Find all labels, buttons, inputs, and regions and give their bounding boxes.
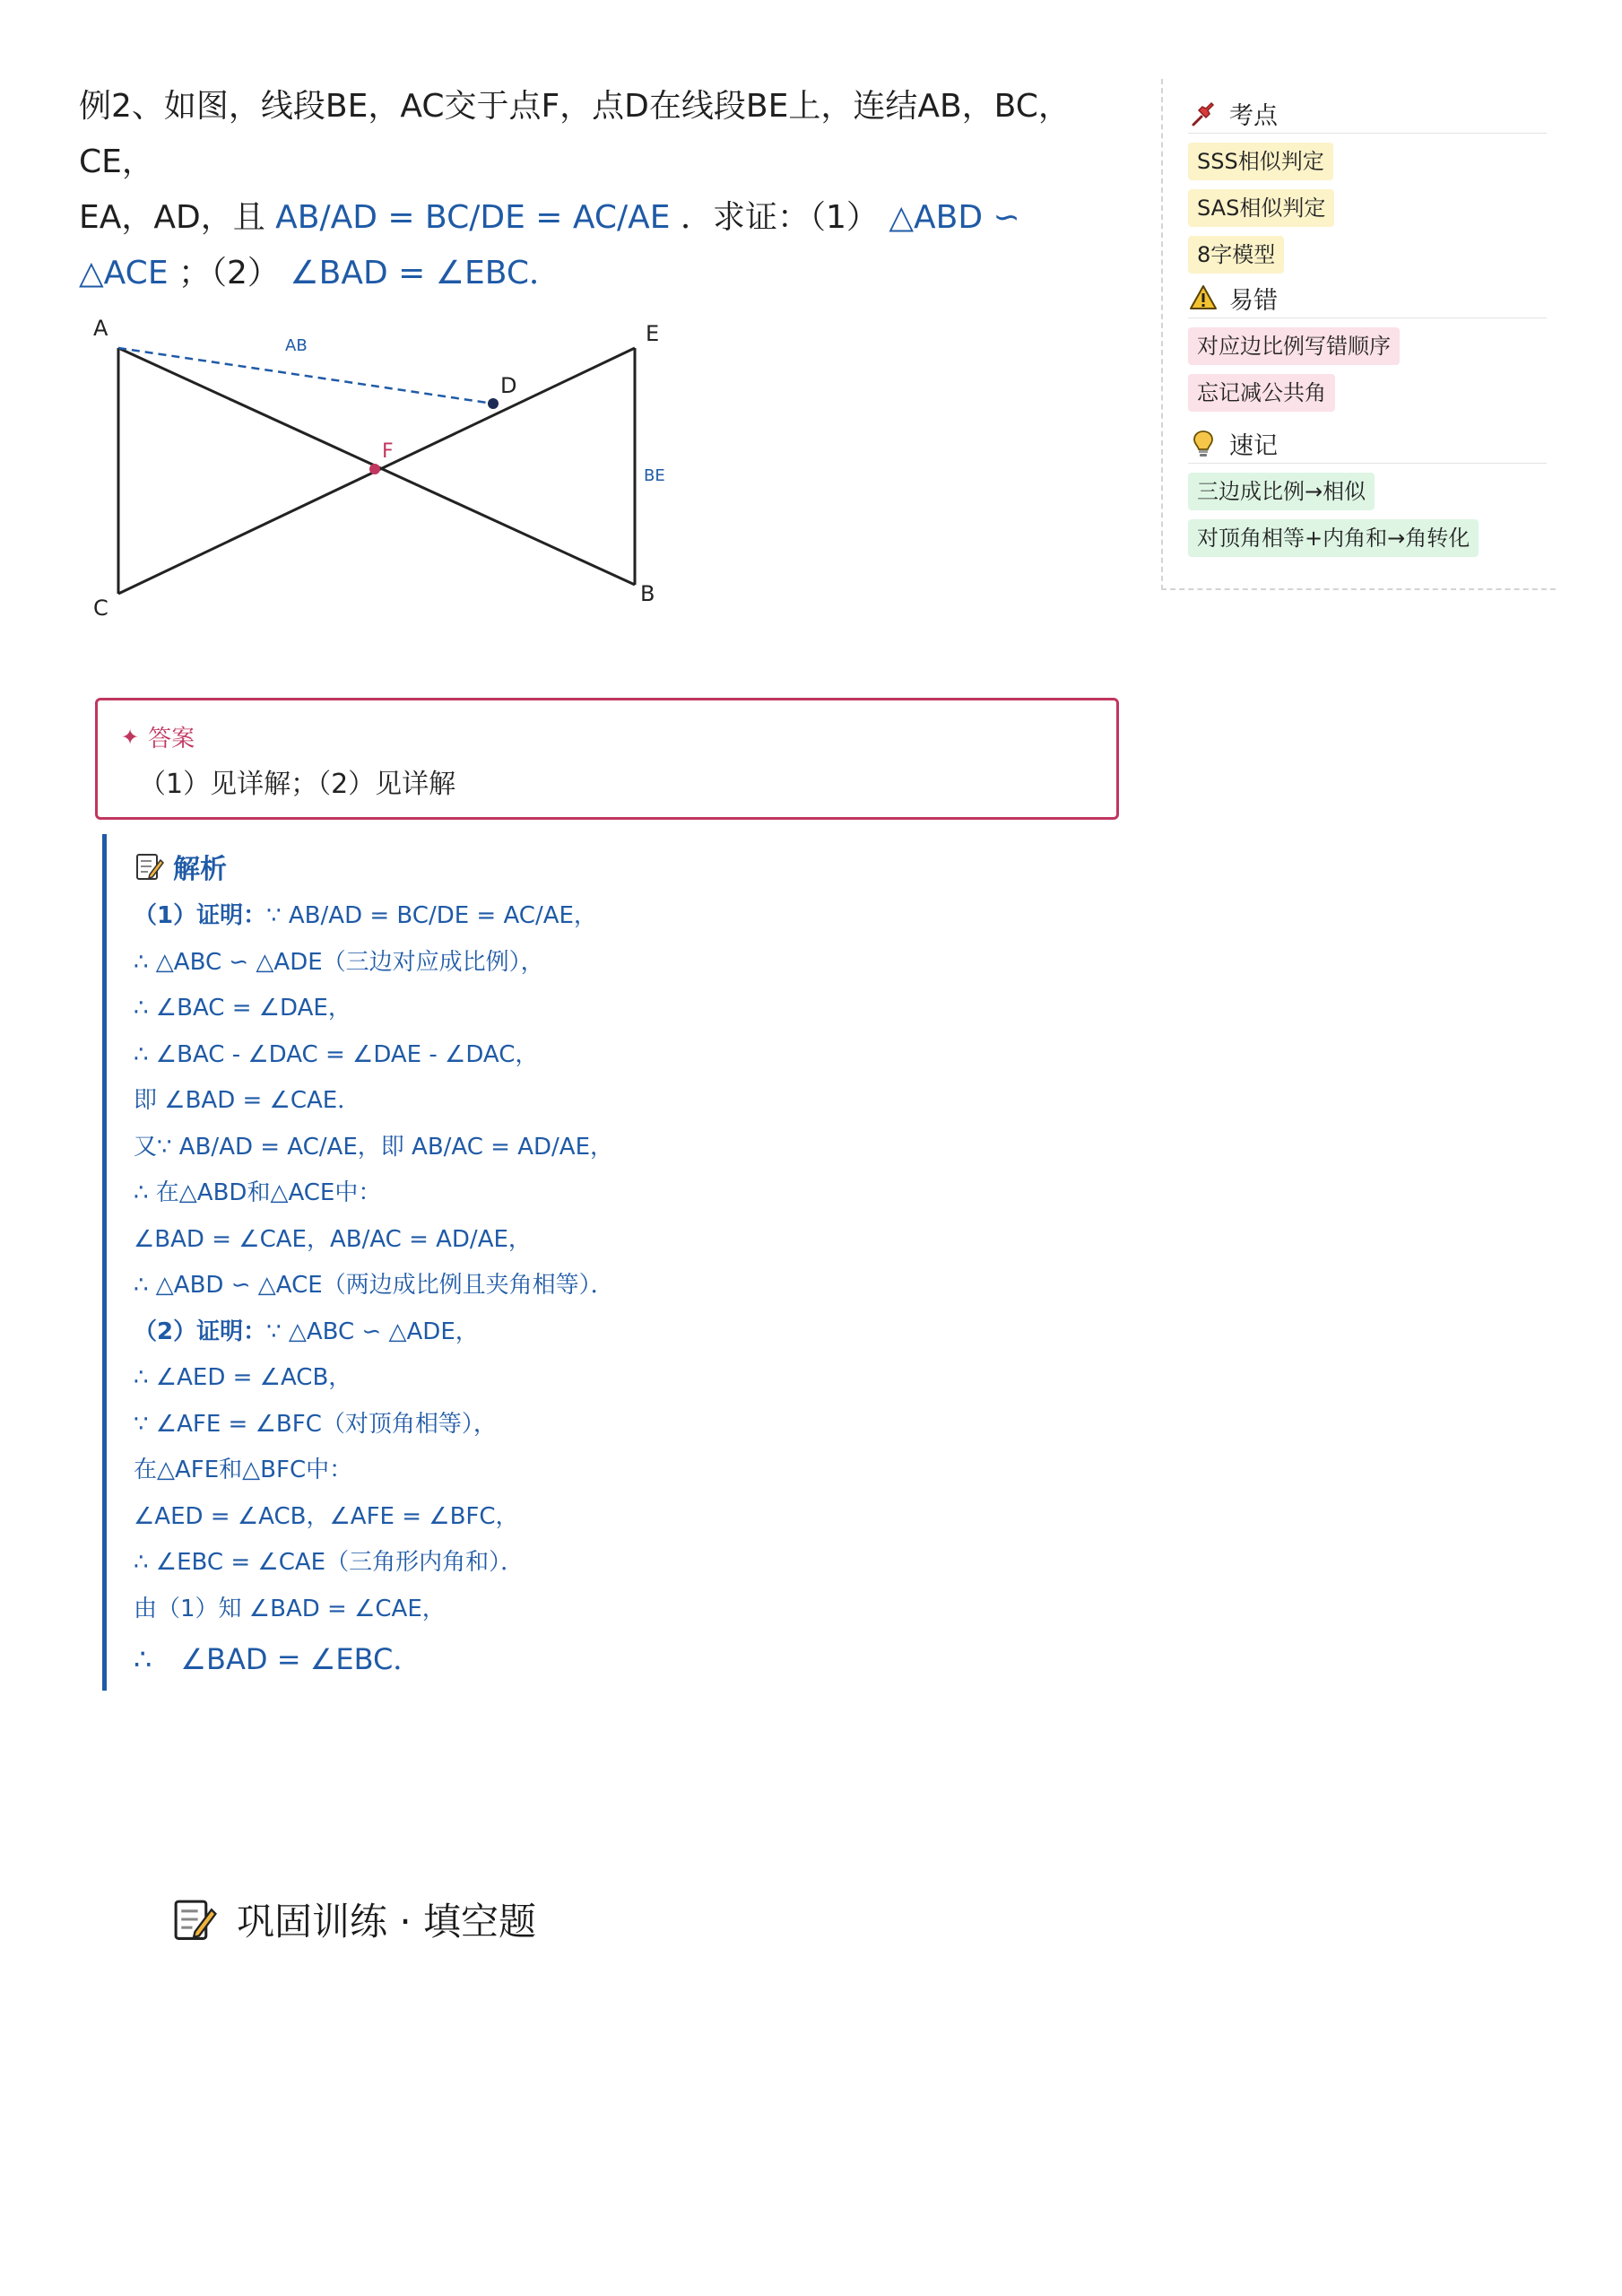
pushpin-icon <box>1188 98 1219 128</box>
goal-part-2: ∠BAD = ∠EBC． <box>290 255 561 291</box>
proof-step: ∴ ∠AED = ∠ACB， <box>134 1364 352 1391</box>
tag-yicuo: 忘记减公共角 <box>1188 374 1335 412</box>
tag-yicuo: 对应边比例写错顺序 <box>1188 327 1400 365</box>
label-d: D <box>500 373 517 398</box>
analysis-line <box>134 1032 614 1079</box>
point-f <box>369 464 380 474</box>
geometry-figure <box>81 305 699 619</box>
analysis-line <box>134 1402 614 1448</box>
analysis-line <box>134 1263 614 1309</box>
section-yicuo-header: 易错 <box>1188 278 1547 318</box>
tag-suji: 三边成比例→相似 <box>1188 473 1375 510</box>
sparkle-icon: ✦ <box>121 724 140 750</box>
proof-step: ∴ △ABD ∽ △ACE（两边成比例且夹角相等）． <box>134 1272 614 1299</box>
proof-step: ∵ AB/AD = BC/DE = AC/AE， <box>266 902 597 929</box>
analysis-lines <box>134 893 614 1686</box>
analysis-line <box>134 1540 614 1587</box>
analysis-line <box>134 1170 614 1217</box>
label-c: C <box>93 596 108 619</box>
answer-box <box>95 698 1119 820</box>
label-e: E <box>646 321 660 346</box>
knowledge-sidebar <box>1161 79 1556 590</box>
edge-label-ab: AB <box>285 336 308 355</box>
analysis-line <box>134 1078 614 1125</box>
analysis-section <box>102 834 909 1691</box>
analysis-line <box>134 1125 614 1171</box>
proof-step: 即 ∠BAD = ∠CAE． <box>134 1087 361 1114</box>
analysis-line <box>134 1494 614 1541</box>
lightbulb-icon <box>1188 428 1219 458</box>
section-kaodian-header: 考点 <box>1188 93 1547 134</box>
analysis-line <box>134 893 614 940</box>
goal-part-1: △ABD ∽ <box>889 199 1020 236</box>
practice-title: 巩固训练 · 填空题 <box>237 1900 537 1944</box>
proof-step: ∴ ∠BAD = ∠EBC． <box>134 1642 422 1676</box>
analysis-line <box>134 1587 614 1633</box>
proof-step: ∴ ∠BAC = ∠DAE， <box>134 995 351 1022</box>
analysis-line <box>134 1632 614 1686</box>
proof-step: ∴ ∠BAC - ∠DAC = ∠DAE - ∠DAC， <box>134 1040 539 1068</box>
analysis-line <box>134 1309 614 1356</box>
proof-label: （1）证明： <box>134 902 267 929</box>
analysis-line <box>134 940 614 987</box>
problem-statement <box>79 79 1101 301</box>
proof-step: ∠BAD = ∠CAE，AB/AC = AD/AE， <box>134 1225 532 1253</box>
section-yicuo <box>1188 278 1547 412</box>
tag-kaodian: 8字模型 <box>1188 236 1284 274</box>
problem-line-1: 例2、如图，线段BE，AC交于点F，点D在线段BE上，连结AB，BC，CE， <box>79 88 1071 180</box>
proof-label: （2）证明： <box>134 1318 267 1345</box>
answer-title: ✦ 答案 <box>121 724 195 752</box>
tag-kaodian: SSS相似判定 <box>1188 143 1333 180</box>
section-suji <box>1188 423 1547 557</box>
segment-ad <box>118 348 493 404</box>
proof-step: ∵ △ABC ∽ △ADE， <box>266 1318 479 1345</box>
proof-step: ∴ ∠EBC = ∠CAE（三角形内角和）． <box>134 1549 525 1576</box>
analysis-title: 解析 <box>134 847 227 886</box>
section-kaodian <box>1188 93 1547 274</box>
label-b: B <box>640 581 655 606</box>
analysis-line <box>134 986 614 1032</box>
proof-step: ∴ △ABC ∽ △ADE（三边对应成比例）， <box>134 948 544 976</box>
proof-step: 在△AFE和△BFC中： <box>134 1457 353 1483</box>
edge-label-be: BE <box>644 466 665 485</box>
analysis-line <box>134 1448 614 1494</box>
problem-line-2: EA，AD，且 AB/AD = BC/DE = AC/AE ．求证：（1） △ABD ∽ <box>79 199 1020 236</box>
figure-svg <box>81 305 699 619</box>
practice-heading <box>170 1892 536 1946</box>
tag-kaodian: SAS相似判定 <box>1188 189 1334 227</box>
analysis-line <box>134 1217 614 1264</box>
proof-step: 由（1）知 ∠BAD = ∠CAE， <box>134 1595 446 1622</box>
label-a: A <box>93 316 108 341</box>
proof-step: ∠AED = ∠ACB，∠AFE = ∠BFC， <box>134 1502 519 1530</box>
answer-text: （1）见详解；（2）见详解 <box>139 769 456 800</box>
memo-icon <box>170 1896 217 1943</box>
proof-step: 又∵ AB/AD = AC/AE，即 AB/AC = AD/AE， <box>134 1133 613 1161</box>
analysis-line <box>134 1355 614 1402</box>
ratio-condition: AB/AD = BC/DE = AC/AE <box>275 199 671 236</box>
point-d <box>488 398 499 409</box>
problem-line-3: △ACE ；（2） ∠BAD = ∠EBC． <box>79 255 561 291</box>
warning-icon <box>1188 283 1219 313</box>
label-f: F <box>382 440 394 463</box>
section-suji-header: 速记 <box>1188 423 1547 464</box>
tag-suji: 对顶角相等+内角和→角转化 <box>1188 519 1479 557</box>
memo-icon <box>134 851 164 882</box>
proof-step: ∵ ∠AFE = ∠BFC（对顶角相等）， <box>134 1410 497 1438</box>
proof-step: ∴ 在△ABD和△ACE中： <box>134 1179 382 1206</box>
